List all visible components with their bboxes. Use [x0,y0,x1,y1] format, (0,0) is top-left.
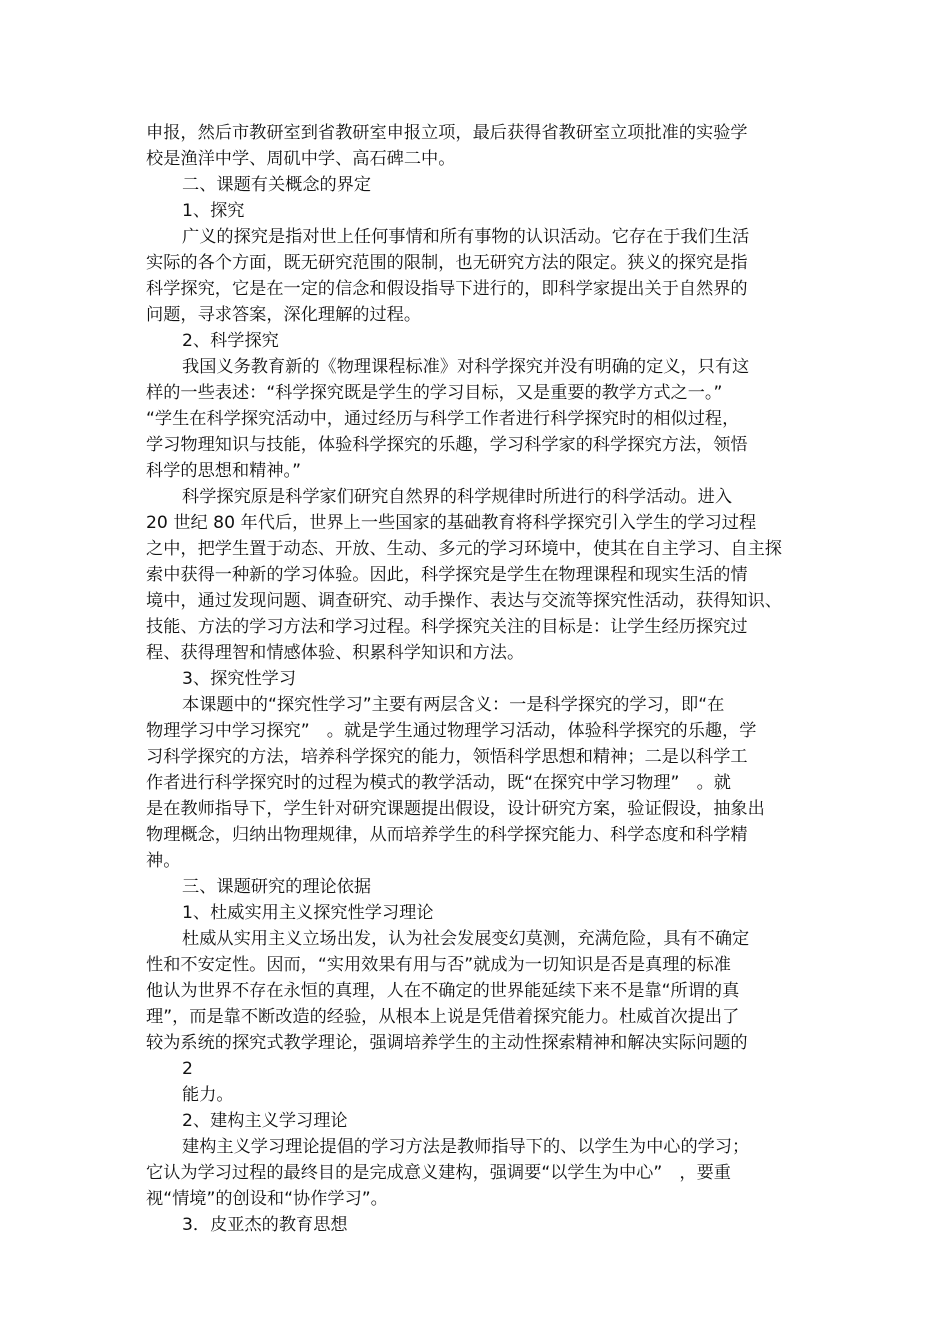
text-line: 样的一些表述：“科学探究既是学生的学习目标，又是重要的教学方式之一。” [146,383,723,403]
subsection-heading: 1、杜威实用主义探究性学习理论 [182,903,434,923]
text-line: “学生在科学探究活动中，通过经历与科学工作者进行科学探究时的相似过程， [146,409,740,429]
section-heading: 三、课题研究的理论依据 [182,877,372,897]
text-line: 之中，把学生置于动态、开放、生动、多元的学习环境中，使其在自主学习、自主探 [146,539,782,559]
subsection-heading: 3、探究性学习 [182,669,297,689]
subsection-heading: 3．皮亚杰的教育思想 [182,1215,348,1235]
text-line: 性和不安定性。因而，“实用效果有用与否”就成为一切知识是否是真理的标准 [146,955,731,975]
section-heading: 二、课题有关概念的界定 [182,175,372,195]
text-line: 是在教师指导下，学生针对研究课题提出假设，设计研究方案，验证假设，抽象出 [146,799,765,819]
text-line: 作者进行科学探究时的过程为模式的教学活动，既“在探究中学习物理” 。就 [146,773,731,793]
text-line: 索中获得一种新的学习体验。因此，科学探究是学生在物理课程和现实生活的情 [146,565,748,585]
text-line: 校是渔洋中学、周矶中学、高石碑二中。 [146,149,456,169]
text-line: 技能、方法的学习方法和学习过程。科学探究关注的目标是：让学生经历探究过 [146,617,748,637]
text-line: 问题，寻求答案，深化理解的过程。 [146,305,422,325]
text-line: 它认为学习过程的最终目的是完成意义建构，强调要“以学生为中心” ，要重 [146,1163,731,1183]
text-line: 物理学习中学习探究” 。就是学生通过物理学习活动，体验科学探究的乐趣，学 [146,721,757,741]
subsection-heading: 1、探究 [182,201,245,221]
text-line: 境中，通过发现问题、调查研究、动手操作、表达与交流等探究性活动，获得知识、 [146,591,782,611]
text-line: 建构主义学习理论提倡的学习方法是教师指导下的、以学生为中心的学习； [182,1137,750,1157]
text-line: 程、获得理智和情感体验、积累科学知识和方法。 [146,643,525,663]
subsection-heading: 2、建构主义学习理论 [182,1111,348,1131]
text-line: 我国义务教育新的《物理课程标准》对科学探究并没有明确的定义，只有这 [182,357,750,377]
text-line: 20 世纪 80 年代后，世界上一些国家的基础教育将科学探究引入学生的学习过程 [146,513,757,533]
text-line: 本课题中的“探究性学习”主要有两层含义：一是科学探究的学习，即“在 [182,695,725,715]
text-line: 实际的各个方面，既无研究范围的限制，也无研究方法的限定。狭义的探究是指 [146,253,748,273]
text-line: 神。 [146,851,181,871]
text-line: 科学探究原是科学家们研究自然界的科学规律时所进行的科学活动。进入 [182,487,733,507]
subsection-heading: 2、科学探究 [182,331,279,351]
text-line: 物理概念，归纳出物理规律，从而培养学生的科学探究能力、科学态度和科学精 [146,825,748,845]
text-line: 学习物理知识与技能，体验科学探究的乐趣，学习科学家的科学探究方法，领悟 [146,435,748,455]
text-line: 他认为世界不存在永恒的真理，人在不确定的世界能延续下来不是靠“所谓的真 [146,981,740,1001]
text-line: 广义的探究是指对世上任何事情和所有事物的认识活动。它存在于我们生活 [182,227,750,247]
text-line: 较为系统的探究式教学理论，强调培养学生的主动性探索精神和解决实际问题的 [146,1033,748,1053]
text-line: 视“情境”的创设和“协作学习”。 [146,1189,388,1209]
page-number: 2 [182,1059,193,1079]
text-line: 科学探究，它是在一定的信念和假设指导下进行的，即科学家提出关于自然界的 [146,279,748,299]
text-line: 理”，而是靠不断改造的经验，从根本上说是凭借着探究能力。杜威首次提出了 [146,1007,740,1027]
text-line: 习科学探究的方法，培养科学探究的能力，领悟科学思想和精神；二是以科学工 [146,747,748,767]
document-page [146,120,812,1238]
text-line: 科学的思想和精神。” [146,461,301,481]
text-line: 申报，然后市教研室到省教研室申报立项，最后获得省教研室立项批准的实验学 [146,123,748,143]
text-line: 能力。 [182,1085,234,1105]
text-line: 杜威从实用主义立场出发，认为社会发展变幻莫测，充满危险，具有不确定 [182,929,750,949]
